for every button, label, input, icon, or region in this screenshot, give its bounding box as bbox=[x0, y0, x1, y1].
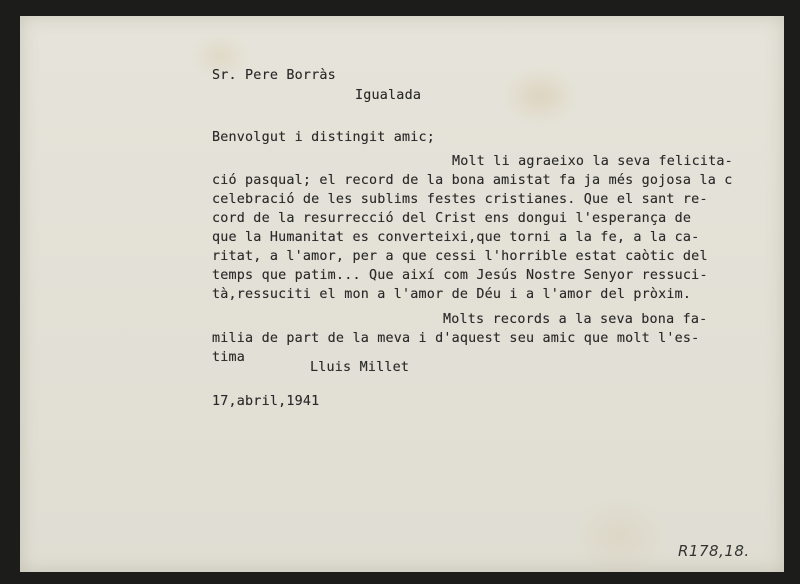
closing-line: milia de part de la meva i d'aquest seu amic que molt l'es- bbox=[212, 331, 700, 346]
recipient-city: Igualada bbox=[355, 88, 422, 103]
recipient-name: Sr. Pere Borràs bbox=[212, 68, 336, 83]
letter-date: 17,abril,1941 bbox=[212, 394, 320, 409]
closing-line: tima bbox=[212, 350, 246, 365]
body-line: cord de la resurrecció del Crist ens dongui l'esperança de bbox=[212, 211, 692, 226]
salutation: Benvolgut i distingit amic; bbox=[212, 130, 436, 145]
body-line: ritat, a l'amor, per a que cessi l'horrible estat caòtic del bbox=[212, 249, 708, 264]
body-line: temps que patim... Que així com Jesús Nostre Senyor ressuci- bbox=[212, 268, 708, 283]
body-line: que la Humanitat es converteixi,que torni a la fe, a la ca- bbox=[212, 230, 700, 245]
body-line: Molt li agraeixo la seva felicita- bbox=[452, 154, 733, 169]
archive-reference: R178,18. bbox=[678, 542, 750, 560]
signature: Lluis Millet bbox=[310, 360, 410, 375]
body-line: tà,ressuciti el mon a l'amor de Déu i a l'amor del pròxim. bbox=[212, 287, 692, 302]
closing-line: Molts records a la seva bona fa- bbox=[443, 312, 708, 327]
body-line: celebració de les sublims festes cristianes. Que el sant re- bbox=[212, 192, 708, 207]
body-line: ció pasqual; el record de la bona amistat fa ja més gojosa la c bbox=[212, 173, 733, 188]
